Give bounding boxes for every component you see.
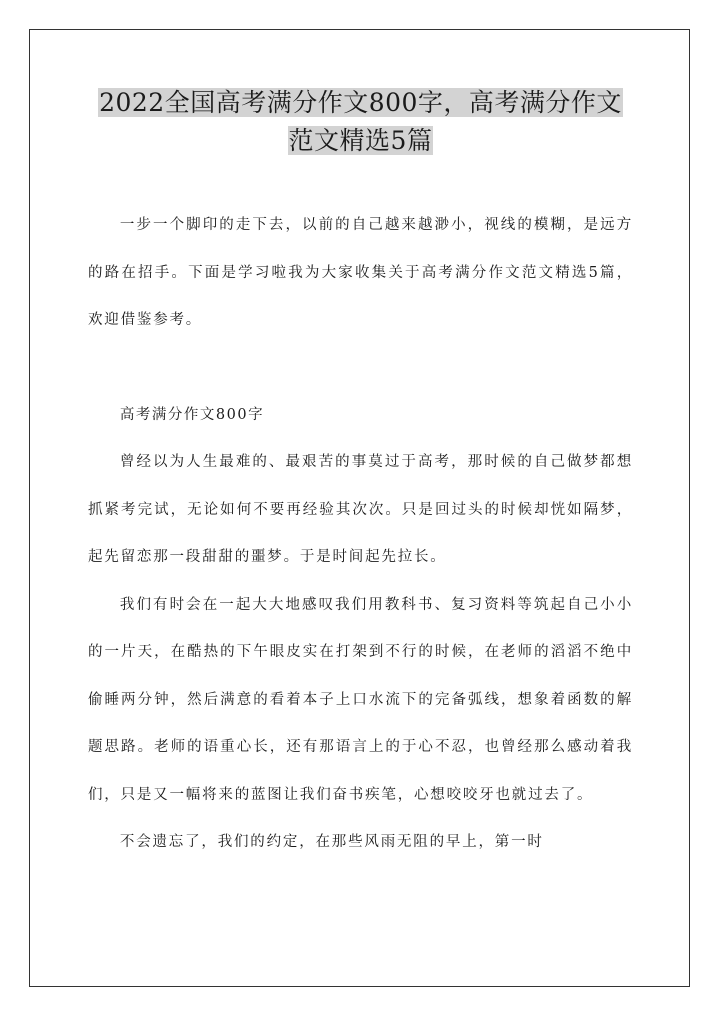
body-paragraph-1: 曾经以为人生最难的、最艰苦的事莫过于高考，那时候的自己做梦都想抓紧考完试，无论如何不要再经验其次次。只是回过头的时候却恍如隔梦，起先留恋那一段甜甜的噩梦。于是时间起先拉长。 [88, 454, 633, 565]
section-heading: 高考满分作文800字 [119, 406, 265, 423]
document-body [88, 84, 633, 867]
document-title-text: 2022全国高考满分作文800字，高考满分作文范文精选5篇 [99, 88, 622, 155]
intro-paragraph: 一步一个脚印的走下去，以前的自己越来越渺小，视线的模糊，是远方的路在招手。下面是学习啦我为大家收集关于高考满分作文范文精选5篇，欢迎借鉴参考。 [88, 217, 633, 328]
body-paragraph-3: 不会遗忘了，我们的约定，在那些风雨无阻的早上，第一时 [119, 834, 544, 850]
body-paragraph-2: 我们有时会在一起大大地感叹我们用教科书、复习资料等筑起自己小小的一片天，在酷热的下午眼皮实在打架到不行的时候，在老师的滔滔不绝中偷睡两分钟，然后满意的看着本子上口水流下的完备弧线，想象着函数的解题思路。老师的语重心长，还有那语言上的于心不忍，也曾经那么感动着我们，只是又一幅将来的蓝图让我们奋书疾笔，心想咬咬牙也就过去了。 [88, 596, 633, 803]
spacer [88, 345, 633, 392]
document-title [88, 84, 633, 160]
